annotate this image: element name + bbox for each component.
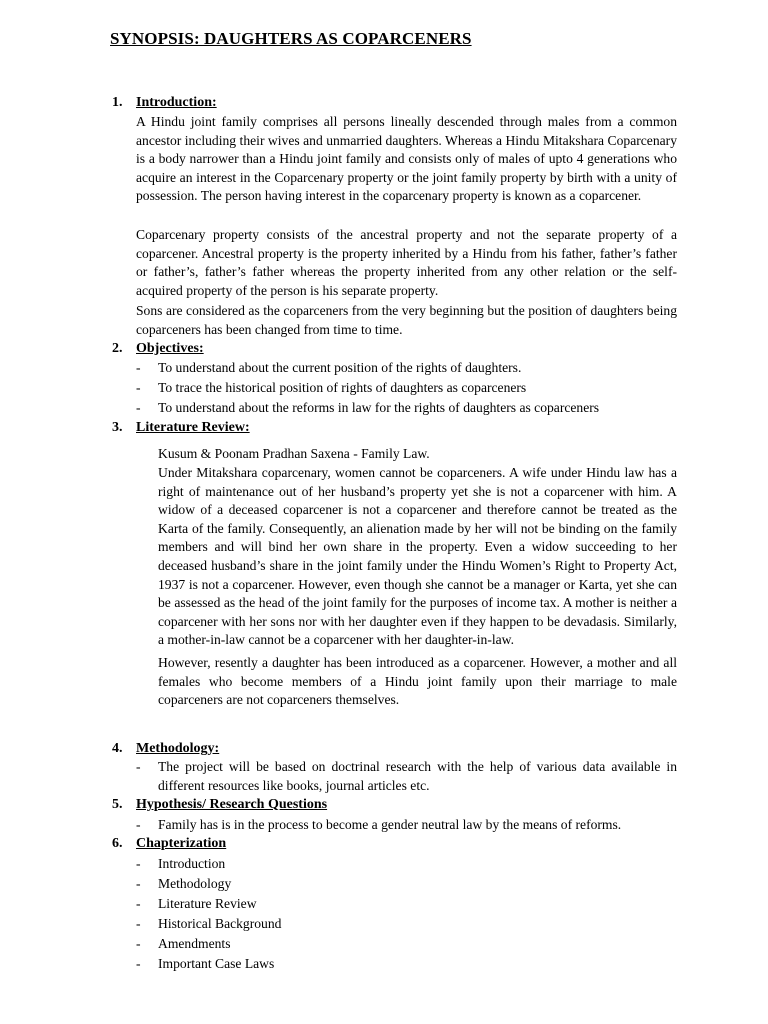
- list-item: - Literature Review: [136, 896, 257, 911]
- document-title: SYNOPSIS: DAUGHTERS AS COPARCENERS: [110, 29, 472, 48]
- list-item: - The project will be based on doctrinal research with the help of various data available in different resources like books, journal articles etc.: [136, 759, 677, 793]
- section-heading-objectives: 2. Objectives:: [112, 341, 204, 356]
- paragraph-mitakshara-women: Under Mitakshara coparcenary, women cannot be coparceners. A wife under Hindu law has a right of maintenance out of her husband’s property yet she is not a coparcener with him. A widow of a deceased coparcener is not a coparcener and therefore cannot be treated as the Karta of the family. Consequently, an alienation made by her will not be binding on the family members and will bind her own share in the property. Even a widow succeeding to her deceased husband’s share in the joint family under the Hindu Women’s Right to Property Act, 1937 is not a coparcener. However, even though she cannot be a manager or Karta, yet she can be assessed as the head of the joint family for the purposes of income tax. A mother is neither a coparcener with her sons nor with her daughter even if they happen to be devadasis. Similarly, a mother-in-law cannot be a coparcener with her daughter-in-law.: [158, 465, 677, 648]
- section-heading-methodology: 4. Methodology:: [112, 741, 220, 756]
- list-item: - To understand about the current position of the rights of daughters.: [136, 360, 522, 375]
- list-item: - Introduction: [136, 856, 226, 871]
- paragraph-daughter-introduced: However, resently a daughter has been introduced as a coparcener. However, a mother and all females who become members of a Hindu joint family upon their marriage to male coparceners are not coparceners themselves.: [158, 655, 677, 708]
- list-item: - Family has is in the process to become a gender neutral law by the means of reforms.: [136, 817, 622, 832]
- section-heading-hypothesis: 5. Hypothesis/ Research Questions: [112, 797, 328, 812]
- list-item: - Important Case Laws: [136, 956, 275, 971]
- paragraph-joint-family: A Hindu joint family comprises all persons lineally descended through males from a common ancestor including their wives and unmarried daughters. Whereas a Hindu Mitakshara Coparcenary is a body narrower than a Hindu joint family and consists only of males of upto 4 generations who acquire an interest in the Coparcenary property or the joint family property by birth with a unity of possession. The person having interest in the coparcenary property is known as a coparcener.: [136, 114, 677, 204]
- list-item: - Methodology: [136, 876, 232, 891]
- list-item: - Amendments: [136, 936, 231, 951]
- paragraph-coparcenary-property: Coparcenary property consists of the ancestral property and not the separate property of a coparcener. Ancestral property is the property inherited by a Hindu from his father, father’s father or father’s, father’s father whereas the property inherited from any other relation or the self-acquired property of the person is his separate property.: [136, 227, 677, 298]
- list-item: - To trace the historical position of rights of daughters as coparceners: [136, 380, 527, 395]
- section-heading-chapterization: 6. Chapterization: [112, 836, 227, 851]
- literature-source: Kusum & Poonam Pradhan Saxena - Family Law.: [158, 446, 430, 461]
- section-heading-introduction: 1. Introduction:: [112, 95, 217, 110]
- section-heading-literature-review: 3. Literature Review:: [112, 420, 250, 435]
- list-item: - To understand about the reforms in law for the rights of daughters as coparceners: [136, 400, 600, 415]
- paragraph-sons-daughters: Sons are considered as the coparceners from the very beginning but the position of daughters being coparceners has been changed from time to time.: [136, 303, 677, 337]
- list-item: - Historical Background: [136, 916, 282, 931]
